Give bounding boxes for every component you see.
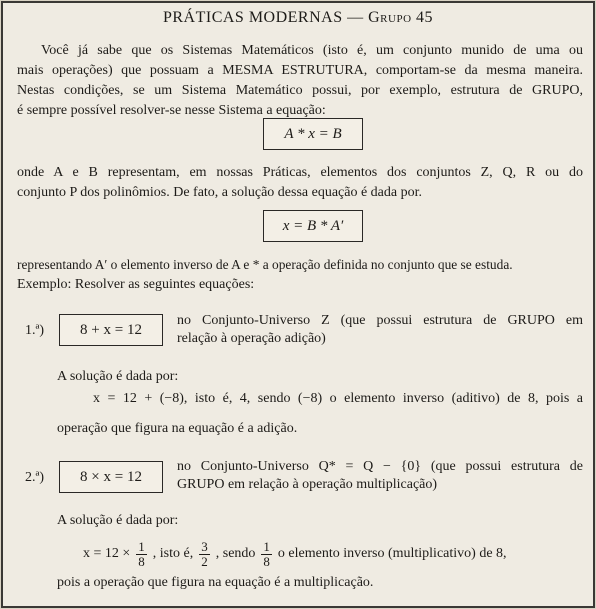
intro-line-1: Você já sabe que os Sistemas Matemáticos (isto é, um conjunto munido de uma ou (41, 43, 583, 58)
group-label: Grupo 45 (368, 9, 434, 26)
example-1-desc-1: no Conjunto-Universo Z (que possui estrutura de GRUPO em (177, 313, 583, 328)
textbook-page (1, 1, 595, 608)
after-line-1: representando A′ o elemento inverso de A e * a operação definida no conjunto que se estuda. (17, 257, 513, 272)
equation-box-2 (263, 210, 363, 242)
page-title (3, 9, 593, 27)
fraction-one-eighth (136, 540, 147, 569)
fraction-three-halves (199, 540, 210, 569)
fraction-one-eighth-2 (261, 540, 272, 569)
title-text: PRÁTICAS MODERNAS — (162, 9, 369, 26)
frac2-den: 2 (201, 553, 208, 569)
example-1-solution-1: x = 12 + (−8), isto é, 4, sendo (−8) o elemento inverso (aditivo) de 8, pois a (93, 391, 583, 406)
example-1-solution-2: operação que figura na equação é a adição. (57, 421, 298, 436)
example-2-desc-1: no Conjunto-Universo Q* = Q − {0} (que possui estrutura de (177, 459, 583, 474)
intro-line-3: Nestas condições, se um Sistema Matemático possui, por exemplo, estrutura de GRUPO, (17, 83, 583, 98)
example-1-equation-box (59, 314, 163, 346)
frac2-num: 3 (201, 538, 208, 554)
example-1-equation: 8 + x = 12 (80, 321, 142, 338)
equation-2: x = B * A′ (282, 217, 344, 234)
example-2-solution-2: pois a operação que figura na equação é a multiplicação. (57, 575, 374, 590)
frac3-den: 8 (263, 553, 270, 569)
example-1-desc-2: relação à operação adição) (177, 331, 326, 346)
example-2-equation-box (59, 461, 163, 493)
example-2-solution-label: A solução é dada por: (57, 513, 179, 528)
example-1-number: 1.ª) (25, 323, 45, 338)
frac3-num: 1 (263, 538, 270, 554)
intro-line-4: é sempre possível resolver-se nesse Sistema a equação: (17, 103, 326, 118)
frac1-num: 1 (138, 538, 145, 554)
equation-box-1 (263, 118, 363, 150)
example-1-solution-label: A solução é dada por: (57, 369, 179, 384)
example-2-equation: 8 × x = 12 (80, 468, 142, 485)
solution-isto: , isto é, (152, 546, 194, 561)
solution-sendo: , sendo (215, 546, 256, 561)
example-2-solution-1 (83, 539, 507, 569)
example-2-number: 2.ª) (25, 470, 45, 485)
frac1-den: 8 (138, 553, 145, 569)
solution-x: x = 12 × (83, 546, 131, 561)
middle-line-1: onde A e B representam, em nossas Práticas, elementos dos conjuntos Z, Q, R ou do (17, 165, 583, 180)
example-2-desc-2: GRUPO em relação à operação multiplicação) (177, 477, 438, 492)
solution-rest: o elemento inverso (multiplicativo) de 8, (277, 546, 507, 561)
middle-line-2: conjunto P dos polinômios. De fato, a solução dessa equação é dada por. (17, 185, 422, 200)
equation-1: A * x = B (284, 125, 342, 142)
after-line-2: Exemplo: Resolver as seguintes equações: (17, 277, 255, 292)
intro-line-2: mais operações) que possuam a MESMA ESTRUTURA, comportam-se da mesma maneira. (17, 63, 583, 78)
